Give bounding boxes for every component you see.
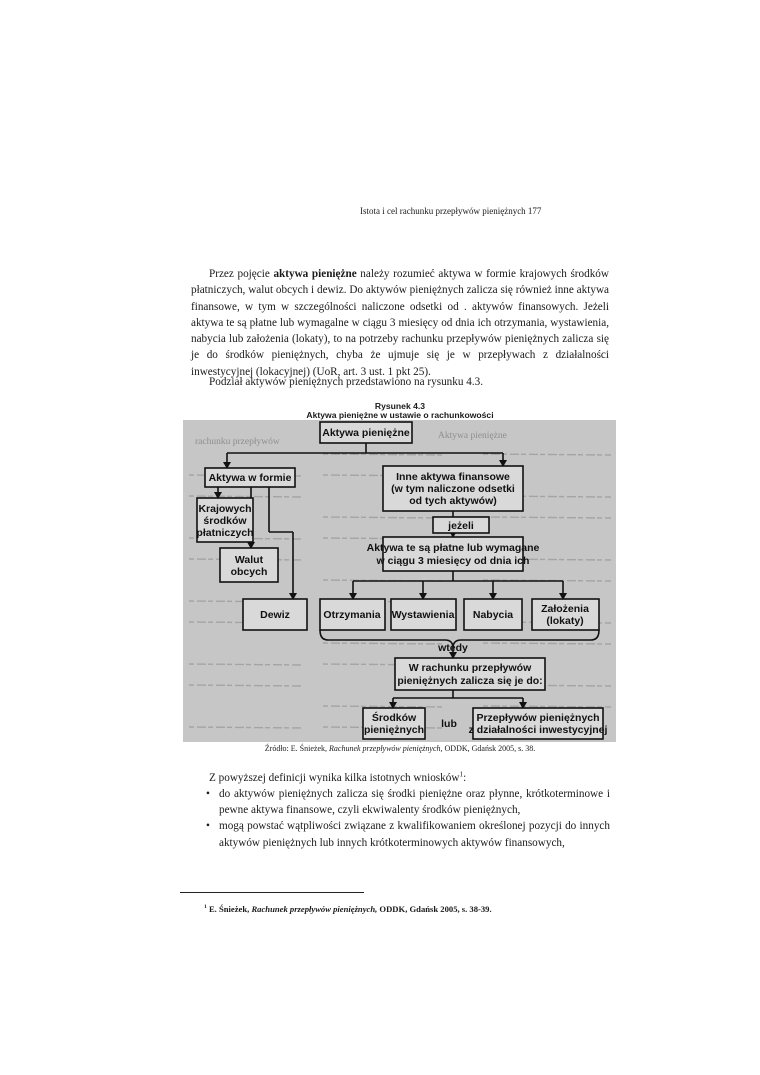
label-payable-1: Aktywa te są płatne lub wymagane [366,542,540,554]
label-issue: Wystawienia [391,609,455,621]
label-payable-2: w ciągu 3 miesięcy od dnia ich [376,555,530,567]
label-domestic-2: środków [203,515,247,527]
label-purchase: Nabycia [472,609,514,621]
label-currencies-1: Walut [234,554,264,566]
footnote [204,904,492,914]
label-other-fin-1: Inne aktywa finansowe [396,471,510,483]
ghost-line [323,454,443,455]
diagram-svg [183,420,616,742]
label-or: lub [441,718,457,730]
ghost-subheading: Aktywa pieniężne [438,431,507,441]
ghost-line [323,706,443,707]
source-title: Rachunek przepływów pieniężnych, [329,744,443,753]
footnote-suffix: ODDK, Gdańsk 2005, s. 38-39. [377,904,492,914]
list-item-text: mogą powstać wątpliwości związane z kwalifikowaniem określonej pozycji do innych aktywów pieniężnych lub innych krótkoterminowych aktywów finansowych, [219,820,610,849]
ghost-line [189,664,303,665]
source-suffix: ODDK, Gdańsk 2005, s. 38. [442,744,536,753]
label-founding-1: Założenia [541,603,589,615]
label-cash-1: Środków [371,712,417,724]
figure-diagram [183,420,616,742]
ghost-line [189,496,303,497]
conclusions-list [206,786,610,851]
footnote-divider [180,892,364,893]
label-other-fin-3: od tych aktywów) [409,495,497,507]
footnote-number: 1 [204,904,207,911]
ghost-heading: rachunku przepływów [195,437,280,447]
source-prefix: Źródło: E. Śnieżek, [264,744,329,753]
ghost-line [483,706,611,707]
figure-label: Rysunek 4.3 [374,401,426,411]
ghost-line [483,517,611,518]
label-if: jeżeli [448,520,474,532]
label-receipt: Otrzymania [323,609,381,621]
running-header: Istota i cel rachunku przepływów pieniężnych 177 [360,206,542,216]
footnote-prefix: E. Śnieżek, [206,904,252,914]
label-cash-2: pieniężnych [363,724,425,736]
label-in-form: Aktywa w formie [208,472,292,484]
label-root: Aktywa pieniężne [322,427,410,439]
label-invest-2: z działalności inwestycyjnej [468,724,608,736]
bullet-icon: • [206,820,210,833]
paragraph-text-start: Przez pojęcie [209,268,274,280]
footnote-title: Rachunek przepływów pieniężnych, [251,904,378,914]
label-domestic-1: Krajowych [198,503,252,515]
ghost-line [323,643,443,644]
bullet-icon: • [206,788,210,800]
figure-source [191,744,609,753]
label-then: wtedy [438,642,468,654]
label-foreign-exchange: Dewiz [260,609,290,621]
label-currencies-2: obcych [230,566,268,578]
intro-colon: : [463,772,467,784]
ghost-line [189,727,303,728]
figure-reference-paragraph: Podział aktywów pieniężnych przedstawiono na rysunku 4.3. [209,376,484,388]
list-item [206,818,610,850]
label-statement-1: W rachunku przepływów [408,662,532,674]
footnote-ref[interactable]: 1 [459,770,464,779]
defined-term: aktywa pieniężne [273,268,357,280]
ghost-line [323,517,443,518]
label-founding-2: (lokaty) [546,615,584,627]
conclusions-intro [209,770,466,786]
list-item [206,786,610,818]
list-item-text: do aktywów pieniężnych zalicza się środki pieniężne oraz płynne, krótkoterminowe i pewne aktywa finansowe, czyli ekwiwalenty środków pieniężnych, [219,788,610,817]
label-statement-2: pieniężnych zalicza się je do: [397,675,543,687]
definition-paragraph [191,266,609,380]
label-domestic-3: płatniczych [196,527,254,539]
label-invest-1: Przepływów pieniężnych [476,712,600,724]
label-other-fin-2: (w tym naliczone odsetki [391,483,515,495]
figure-title: Aktywa pieniężne w ustawie o rachunkowości [306,410,494,420]
ghost-line [483,643,611,644]
intro-text: Z powyższej definicji wynika kilka istotnych wniosków [209,772,460,784]
paragraph-text-rest: należy rozumieć aktywa w formie krajowych środków płatniczych, walut obcych i dewiz. Do aktywów pieniężnych zalicza się również inne aktywa finansowe, w tym w szczególności naliczone odsetki od . aktywów finansowych. Jeżeli aktywa te są płatne lub wymagalne w ciągu 3 miesięcy od dnia ich otrzymania, wystawienia, nabycia lub założenia (lokaty), to na potrzeby rachunku przepływów pieniężnych zalicza się je do środków pieniężnych, chyba że ujmuje się je w przepływach z działalności inwestycyjnej (lokacyjnej) (UoR, art. 3 ust. 1 pkt 25). [191,268,609,378]
ghost-line [189,685,303,686]
